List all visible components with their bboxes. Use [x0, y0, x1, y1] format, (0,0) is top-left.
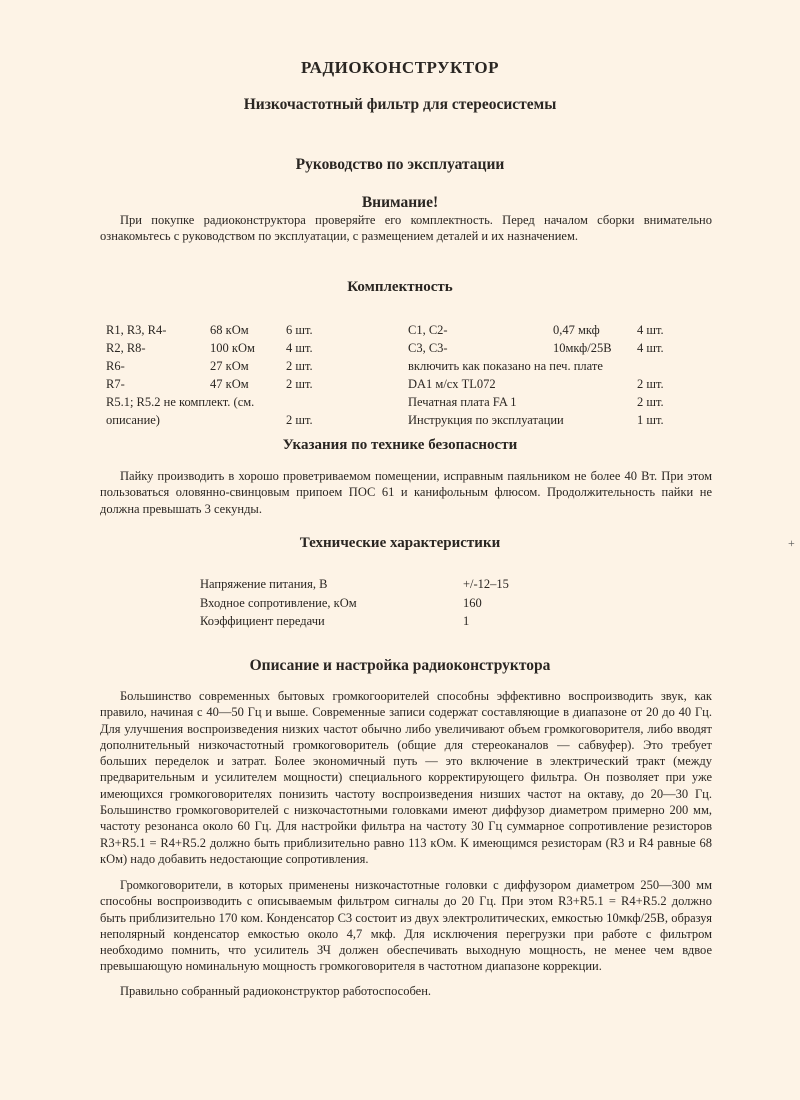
kit-item-qty: 4 шт.	[637, 341, 664, 355]
kit-item-value: 10мкф/25В	[553, 341, 612, 355]
spec-value: 160	[463, 596, 482, 610]
kit-item-name: R5.1; R5.2 не комплект. (см.	[106, 395, 255, 409]
kit-item-name: DA1 м/сх TL072	[408, 377, 496, 391]
kit-item-qty: 4 шт.	[637, 323, 664, 337]
kit-item-qty: 4 шт.	[286, 341, 313, 355]
description-paragraph-3: Правильно собранный радиоконструктор работоспособен.	[120, 984, 432, 998]
kit-item-value: 47 кОм	[210, 377, 249, 391]
kit-item-name: описание)	[106, 413, 160, 427]
warning-text: При покупке радиоконструктора проверяйте его комплектность. Перед началом сборки внимательно ознакомьтесь с руководством по эксплуатации, с размещением деталей и их назначением.	[100, 213, 712, 244]
kit-item-name: R1, R3, R4-	[106, 323, 167, 337]
kit-item-name: C3, C3-	[408, 341, 448, 355]
kit-item-qty: 6 шт.	[286, 323, 313, 337]
spec-value: +/-12–15	[463, 577, 509, 591]
kit-item-name: C1, C2-	[408, 323, 448, 337]
kit-item-name: R2, R8-	[106, 341, 146, 355]
spec-label: Напряжение питания, В	[200, 577, 328, 591]
manual-heading: Руководство по эксплуатации	[295, 156, 505, 173]
kit-item-qty: 2 шт.	[637, 377, 664, 391]
spec-value: 1	[463, 614, 470, 628]
kit-item-name: Инструкция по эксплуатации	[408, 413, 564, 427]
safety-text: Пайку производить в хорошо проветриваемом помещении, исправным паяльником не более 40 Вт. При этом пользоваться оловянно-свинцовым припоем ПОС 61 и канифольным флюсом. Продолжительность пайки не должна превышать 3 секунды.	[100, 469, 712, 516]
spec-label: Коэффициент передачи	[200, 614, 325, 628]
kit-item-value: 27 кОм	[210, 359, 249, 373]
warning-heading: Внимание!	[361, 194, 439, 211]
spec-label: Входное сопротивление, кОм	[200, 596, 357, 610]
document-subtitle: Низкочастотный фильтр для стереосистемы	[243, 96, 557, 113]
kit-item-value: 100 кОм	[210, 341, 255, 355]
kit-item-name: включить как показано на печ. плате	[408, 359, 603, 373]
kit-item-qty: 2 шт.	[286, 413, 313, 427]
specs-heading: Технические характеристики	[299, 535, 501, 551]
description-heading: Описание и настройка радиоконструктора	[249, 657, 551, 674]
kit-item-qty: 2 шт.	[286, 377, 313, 391]
kit-item-name: R6-	[106, 359, 125, 373]
kit-item-qty: 2 шт.	[286, 359, 313, 373]
kit-item-value: 68 кОм	[210, 323, 249, 337]
kit-item-value: 0,47 мкф	[553, 323, 600, 337]
description-paragraph-2: Громкоговорители, в которых применены низкочастотные головки с диффузором диаметром 250—300 мм способны воспроизводить с описываемым фильтром сигналы до 20 Гц. При этом R3+R5.1 = R4+R5.2 должно быть приблизительно 170 ком. Конденсатор С3 состоит из двух электролитических, емкостью 10мкф/25В, образуя неполярный конденсатор емкостью около 4,7 мкф. Для исключения перегрузки при работе с фильтром необходимо помнить, что усилитель ЗЧ должен обеспечивать выходную мощность, не менее чем вдвое превышающую номинальную мощность громкоговорителя в частотном диапазоне коррекции.	[100, 878, 712, 974]
kit-item-name: Печатная плата FA 1	[408, 395, 517, 409]
document-title: РАДИОКОНСТРУКТОР	[300, 58, 500, 77]
kit-heading: Комплектность	[347, 279, 453, 295]
kit-item-name: R7-	[106, 377, 125, 391]
description-paragraph-1: Большинство современных бытовых громкогоорителей способны эффективно воспроизводить звук, как правило, начиная с 40—50 Гц и выше. Современные записи содержат составляющие в диапазоне от 20 до 40 Гц. Для улучшения воспроизведения низких частот обычно либо увеличивают объем громкоговорителя, либо вводят дополнительный низкочастотный громкоговоритель (общие для стереоканалов — сабвуфер). Это требует больших переделок и затрат. Более экономичный путь — это включение в электрический тракт (между предварительным и усилителем мощности) специального корректирующего фильтра. Он позволяет при уже имеющихся громкоговорителях понизить частоту воспроизведения низших частот на октаву, до 20—30 Гц. Большинство громкоговорителей с низкочастотными головками имеют диффузор диаметром примерно 200 мм, частоту резонанса около 60 Гц. Для настройки фильтра на частоту 30 Гц суммарное сопротивление резисторов R3+R5.1 = R4+R5.2 должно быть приблизительно равно 113 кОм. К имеющимся резисторам (R3 и R4 равные 68 кОм) надо добавить недостающие сопротивления.	[100, 689, 712, 866]
safety-heading: Указания по технике безопасности	[282, 437, 518, 453]
kit-item-qty: 2 шт.	[637, 395, 664, 409]
kit-item-qty: 1 шт.	[637, 413, 664, 427]
registration-mark: +	[788, 536, 795, 550]
